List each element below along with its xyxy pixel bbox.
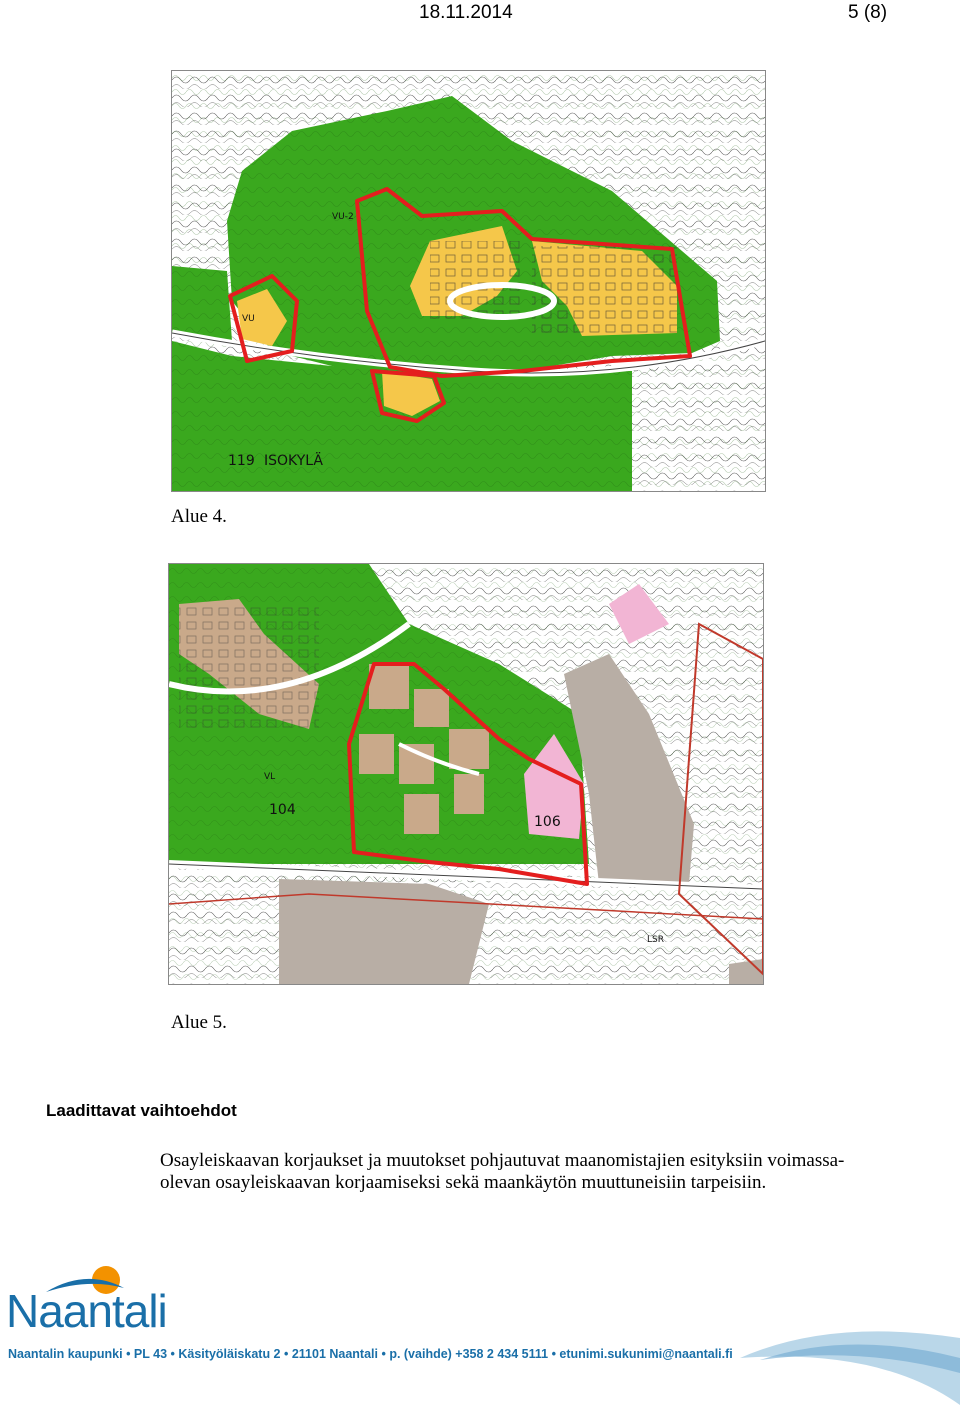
map-area-5 [168,563,764,985]
map-area-4 [171,70,766,492]
map-4-label-village: ISOKYLÄ [264,453,323,469]
section-body [160,1150,920,1194]
map-area-5-graphic [169,564,763,984]
section-title: Laadittavat vaihtoehdot [46,1101,237,1120]
map-5-caption: Alue 5. [171,1012,227,1033]
map-4-label-119: 119 [228,453,255,469]
map-5-label-vl: VL [264,772,276,782]
header-page-number: 5 (8) [848,2,888,23]
header-date: 18.11.2014 [419,2,513,23]
footer-contact: Naantalin kaupunki • PL 43 • Käsityöläiskatu 2 • 21101 Naantali • p. (vaihde) +358 2 434 5111 • etunimi.sukunimi@naantali.fi [8,1347,733,1361]
map-5-label-lsr: LSR [647,935,664,945]
map-4-caption: Alue 4. [171,506,227,527]
section-body-line: Osayleiskaavan korjaukset ja muutokset pohjautuvat maanomistajien esityksiin voimassa- [160,1150,845,1171]
map-4-label-vu: VU [242,314,255,324]
map-5-label-104: 104 [269,802,296,818]
map-area-4-graphic [172,71,765,491]
decorative-wave-icon [740,1318,960,1405]
map-4-label-vu2: VU-2 [332,212,354,222]
section-body-line: olevan osayleiskaavan korjaamiseksi sekä maankäytön muuttuneisiin tarpeisiin. [160,1172,767,1193]
logo-text: Naantali [6,1285,167,1337]
map-5-label-106: 106 [534,814,561,830]
